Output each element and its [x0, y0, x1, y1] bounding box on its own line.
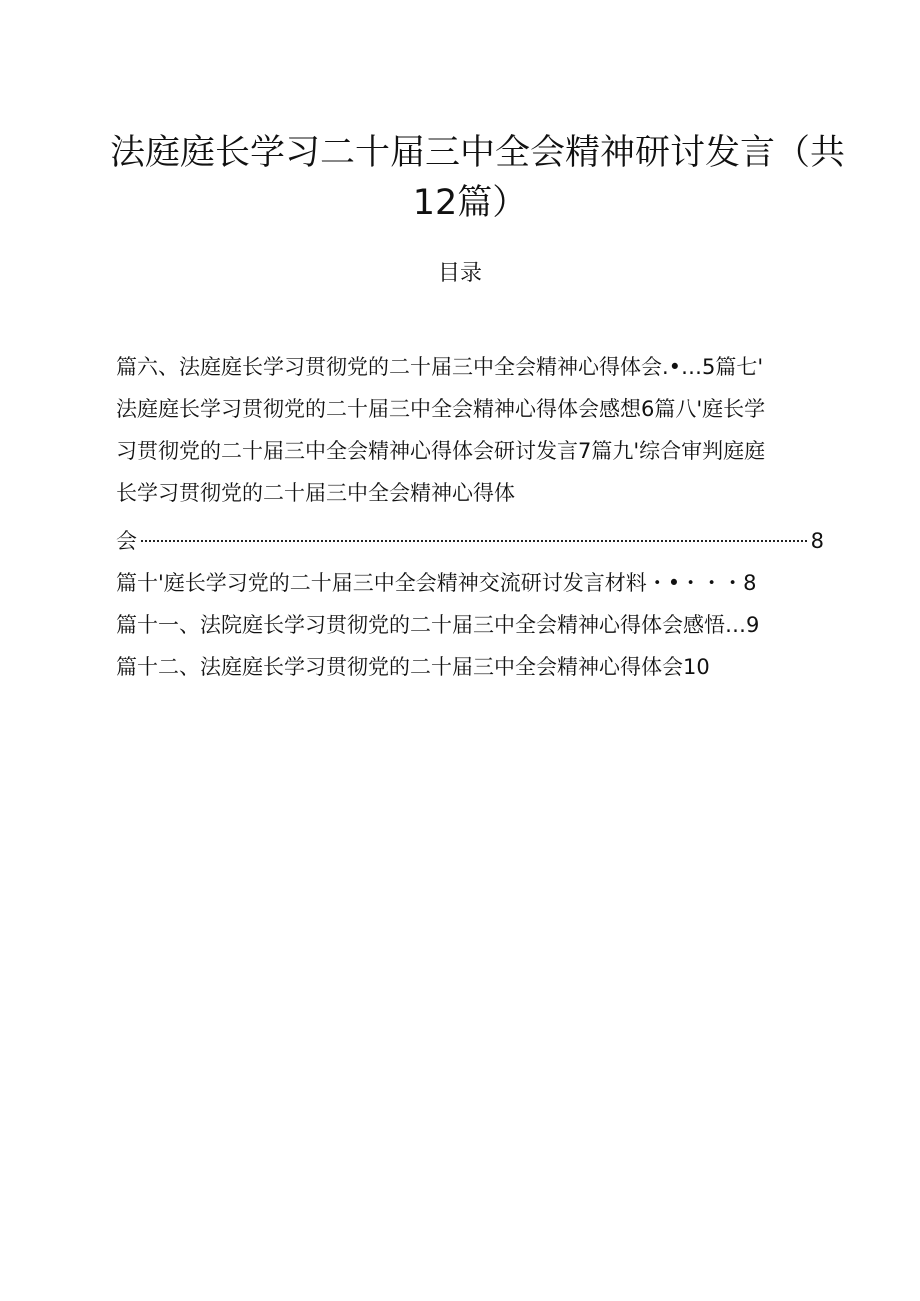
toc-leader-text: 会 — [116, 529, 137, 553]
toc-line-2: 法庭庭长学习贯彻党的二十届三中全会精神心得体会感想6篇八'庭长学 — [116, 397, 766, 421]
toc-line-1: 篇六、法庭庭长学习贯彻党的二十届三中全会精神心得体会.•…5篇七' — [116, 355, 764, 379]
title-line-1: 法庭庭长学习二十届三中全会精神研讨发言（共 — [110, 133, 846, 173]
toc-entry-10: 篇十'庭长学习党的二十届三中全会精神交流研讨发言材料・•・・・8 — [116, 571, 757, 595]
toc-leader-page: 8 — [810, 529, 824, 553]
toc-entry-11: 篇十一、法院庭长学习贯彻党的二十届三中全会精神心得体会感悟…9 — [116, 613, 760, 637]
toc-line-3: 习贯彻党的二十届三中全会精神心得体会研讨发言7篇九'综合审判庭庭 — [116, 439, 766, 463]
toc-leader-line — [116, 524, 824, 558]
dot-leader — [141, 539, 807, 542]
document-title — [110, 128, 846, 228]
toc-entry-12: 篇十二、法庭庭长学习贯彻党的二十届三中全会精神心得体会10 — [116, 655, 710, 679]
title-line-2: 12篇） — [412, 183, 528, 223]
toc-line-4: 长学习贯彻党的二十届三中全会精神心得体 — [116, 481, 515, 505]
toc-heading: 目录 — [437, 261, 482, 286]
